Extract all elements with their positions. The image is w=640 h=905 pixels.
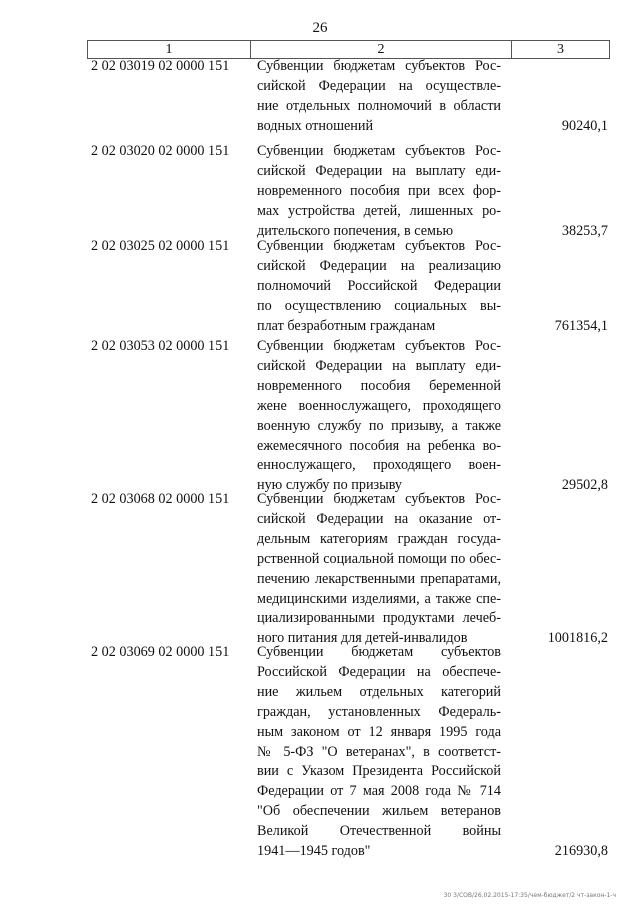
row-code: 2 02 03020 02 0000 151 bbox=[91, 143, 230, 159]
row-description bbox=[257, 142, 501, 242]
row-amount: 90240,1 bbox=[561, 117, 608, 134]
row-amount: 216930,8 bbox=[554, 843, 608, 859]
description-line: вии с Указом Президента Российской bbox=[257, 763, 501, 780]
description-line: полномочий Российской Федерации bbox=[257, 277, 501, 294]
description-line: ного питания для детей-инвалидов bbox=[257, 630, 468, 647]
column-header-1: 1 bbox=[88, 41, 251, 58]
description-line: граждан, установленных Федераль- bbox=[257, 703, 501, 720]
description-line: печению лекарственными препаратами, bbox=[257, 570, 501, 587]
row-amount: 761354,1 bbox=[554, 317, 608, 334]
description-line: сийской Федерации на выплату еди- bbox=[257, 357, 501, 374]
description-line: еннослужащего, проходящего воен- bbox=[257, 457, 501, 474]
row-amount: 38253,7 bbox=[561, 222, 608, 239]
row-code: 2 02 03025 02 0000 151 bbox=[91, 238, 230, 254]
description-line: 1941—1945 годов" bbox=[257, 843, 371, 860]
row-description bbox=[257, 237, 501, 337]
description-line: новременного пособия беременной bbox=[257, 377, 501, 394]
description-line: Субвенции бюджетам субъектов Рос- bbox=[257, 58, 501, 74]
description-line: жене военнослужащего, проходящего bbox=[257, 397, 501, 414]
row-description bbox=[257, 337, 501, 496]
description-line: мах устройства детей, лишенных ро- bbox=[257, 202, 501, 219]
description-line: рственной социальной помощи по обес- bbox=[257, 550, 501, 567]
description-line: Великой Отечественной войны bbox=[257, 823, 501, 840]
row-amount: 29502,8 bbox=[561, 477, 608, 494]
description-line: Субвенции бюджетам субъектов bbox=[257, 644, 501, 660]
description-line: сийской Федерации на осуществле- bbox=[257, 77, 501, 94]
row-code: 2 02 03068 02 0000 151 bbox=[91, 491, 230, 507]
description-line: плат безработным гражданам bbox=[257, 317, 436, 334]
description-line: медицинскими изделиями, а также спе- bbox=[257, 590, 501, 607]
description-line: ным законом от 12 января 1995 года bbox=[257, 723, 501, 740]
page-number: 26 bbox=[312, 20, 328, 36]
column-header-3: 3 bbox=[557, 42, 564, 57]
description-line: "Об обеспечении жильем ветеранов bbox=[257, 803, 501, 820]
description-line: ную службу по призыву bbox=[257, 477, 403, 494]
row-description bbox=[257, 57, 501, 137]
description-line: циализированными продуктами лечеб- bbox=[257, 610, 501, 627]
description-line: Федерации от 7 мая 2008 года № 714 bbox=[257, 783, 501, 800]
column-header-2: 2 bbox=[251, 41, 512, 58]
description-line: сийской Федерации на выплату еди- bbox=[257, 162, 501, 179]
description-line: сийской Федерации на реализацию bbox=[257, 257, 501, 274]
row-description bbox=[257, 643, 501, 862]
row-description bbox=[257, 490, 501, 649]
description-line: сийской Федерации на оказание от- bbox=[257, 510, 501, 527]
description-line: Российской Федерации на обеспече- bbox=[257, 663, 501, 680]
description-line: ежемесячного пособия на ребенка во- bbox=[257, 437, 501, 454]
description-line: дительского попечения, в семью bbox=[257, 222, 454, 239]
description-line: Субвенции бюджетам субъектов Рос- bbox=[257, 338, 501, 354]
description-line: № 5-ФЗ "О ветеранах", в соответст- bbox=[257, 743, 501, 760]
row-code: 2 02 03053 02 0000 151 bbox=[91, 338, 230, 354]
description-line: ние жильем отдельных категорий bbox=[257, 683, 501, 700]
description-line: дельным категориям граждан госуда- bbox=[257, 530, 501, 547]
footer-filename: 30 3/СОВ/26.02.2015-17:35/чем-бюджет/2 чт-закон-1-ч bbox=[443, 892, 616, 899]
description-line: новременного пособия при всех фор- bbox=[257, 182, 501, 199]
description-line: по осуществлению социальных вы- bbox=[257, 297, 501, 314]
description-line: Субвенции бюджетам субъектов Рос- bbox=[257, 143, 501, 159]
row-code: 2 02 03069 02 0000 151 bbox=[91, 644, 230, 660]
description-line: военную службу по призыву, а также bbox=[257, 417, 501, 434]
description-line: Субвенции бюджетам субъектов Рос- bbox=[257, 491, 501, 507]
description-line: водных отношений bbox=[257, 117, 374, 134]
row-amount: 1001816,2 bbox=[547, 630, 608, 647]
description-line: Субвенции бюджетам субъектов Рос- bbox=[257, 238, 501, 254]
row-code: 2 02 03019 02 0000 151 bbox=[91, 58, 230, 74]
description-line: ние отдельных полномочий в области bbox=[257, 97, 501, 114]
